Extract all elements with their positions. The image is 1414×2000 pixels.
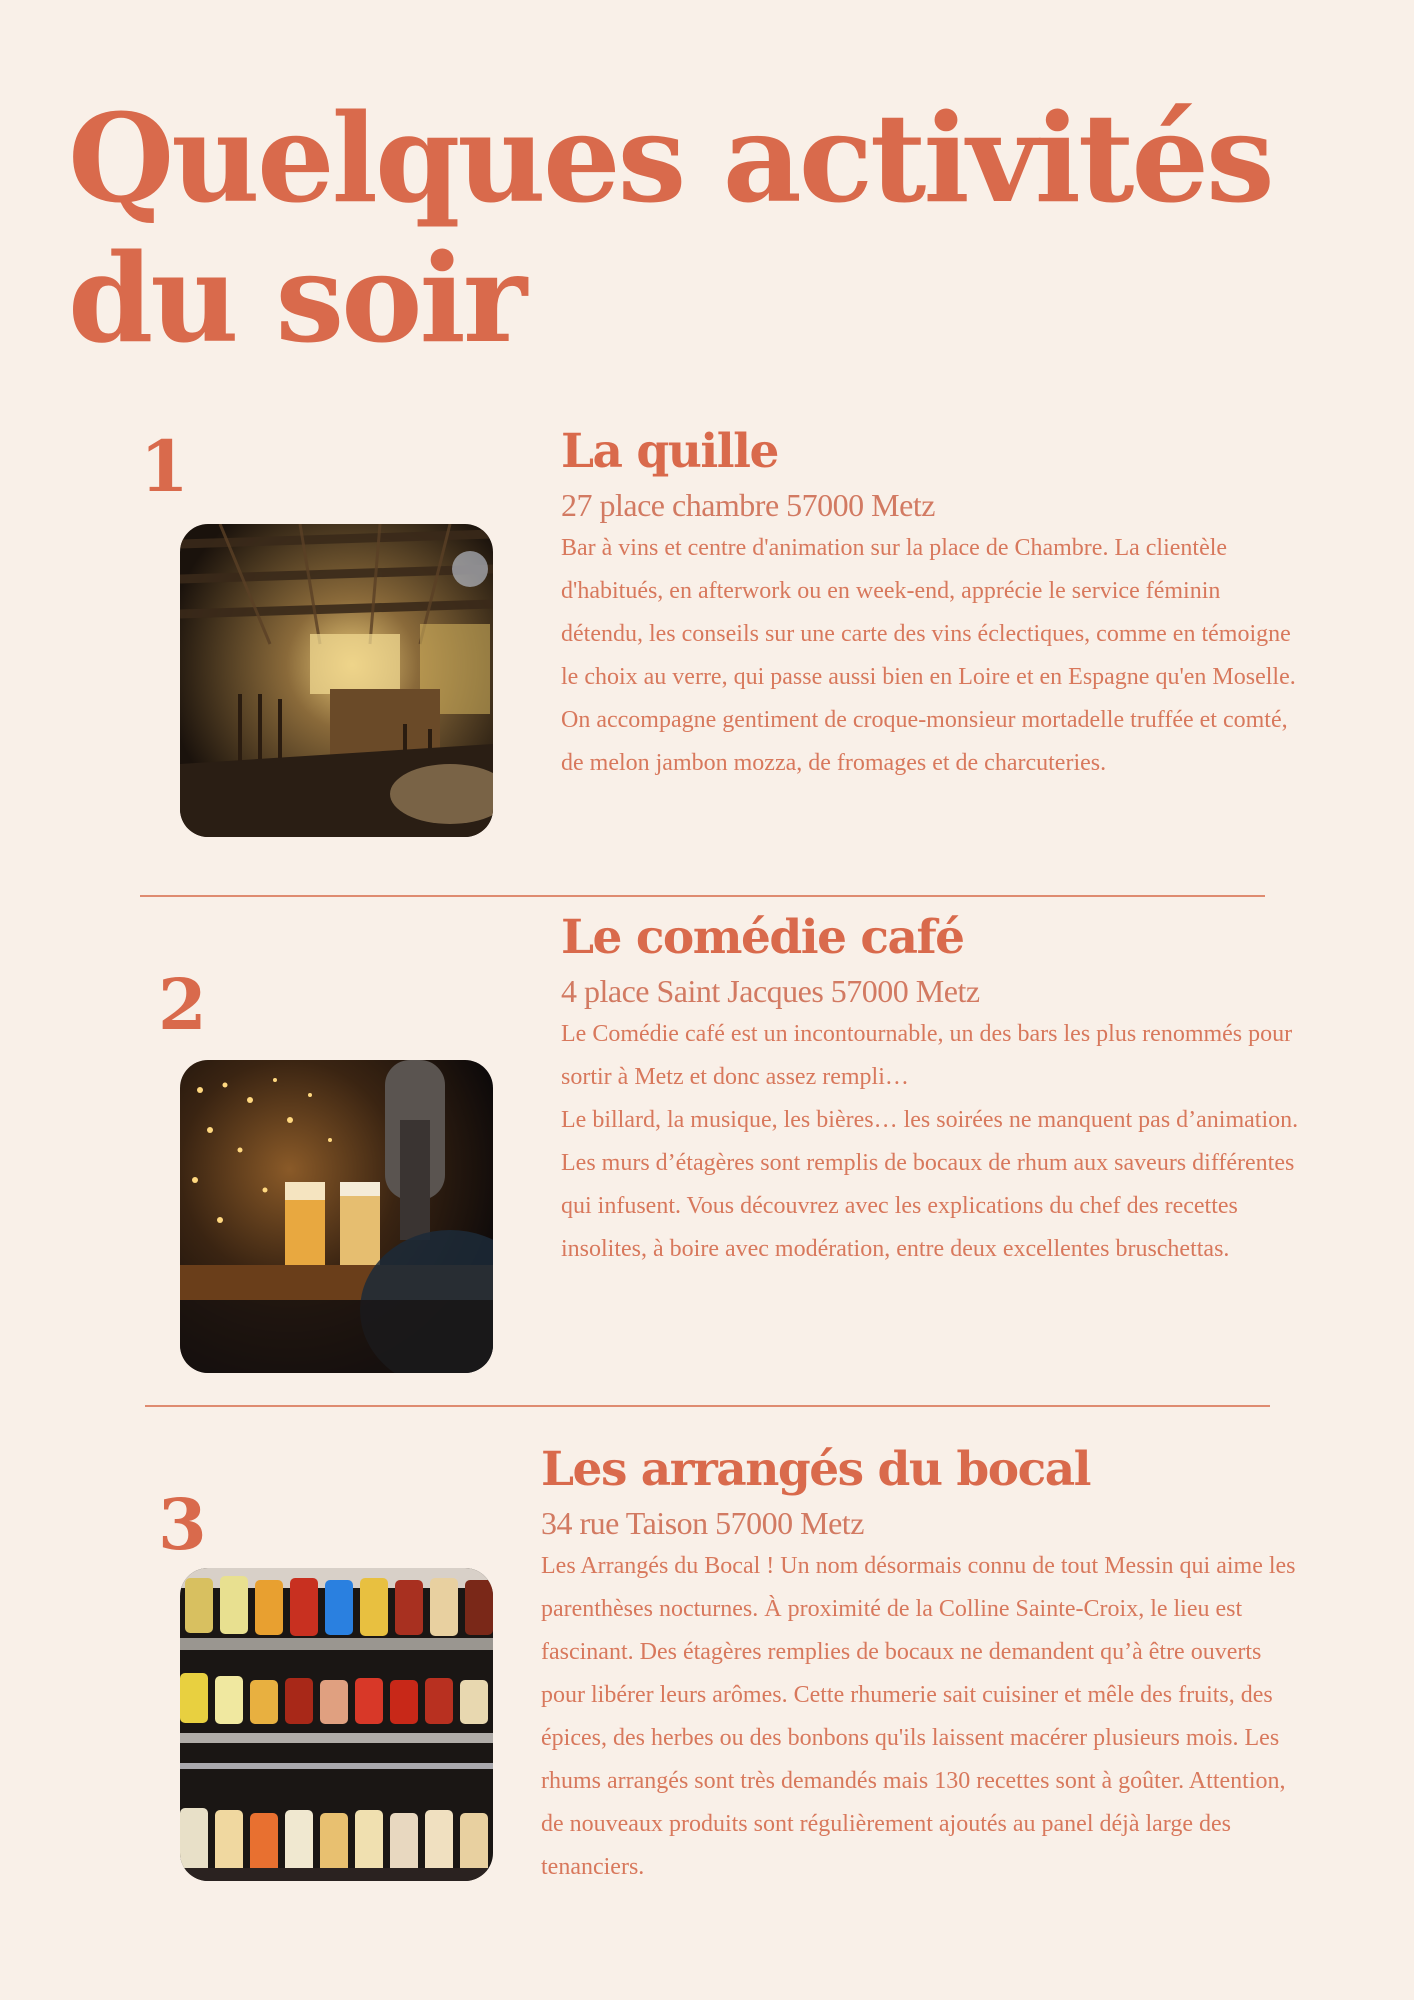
- divider: [145, 1405, 1270, 1407]
- entry-name-2: Le comédie café: [561, 910, 964, 965]
- entry-address-3: 34 rue Taison 57000 Metz: [541, 1505, 864, 1541]
- rum-jars-shelves-image: [180, 1568, 493, 1881]
- beer-glasses-bar-image: [180, 1060, 493, 1373]
- entry-3: [541, 1440, 1301, 1889]
- entry-2: [561, 908, 1301, 1271]
- entry-address-2: 4 place Saint Jacques 57000 Metz: [561, 973, 980, 1009]
- entry-1: [561, 422, 1301, 785]
- entry-description-1: [561, 527, 1301, 785]
- photo-le-comedie-cafe: [180, 1060, 493, 1373]
- entry-name-1: La quille: [561, 424, 778, 479]
- divider: [140, 895, 1265, 897]
- entry-address-1: 27 place chambre 57000 Metz: [561, 487, 935, 523]
- page-title-line-1: Quelques activités: [68, 86, 1272, 230]
- entry-description-paragraph: Les Arrangés du Bocal ! Un nom désormais connu de tout Messin qui aime les parenthèses nocturnes. À proximité de la Colline Sainte-Croix, le lieu est fascinant. Des étagères remplies de bocaux ne demandent qu’à être ouverts pour libérer leurs arômes. Cette rhumerie sait cuisiner et mêle des fruits, des épices, des herbes ou des bonbons qu'ils laissent macérer plusieurs mois. Les rhums arrangés sont très demandés mais 130 recettes sont à goûter. Attention, de nouveaux produits sont régulièrement ajoutés au panel déjà large des tenanciers.: [541, 1553, 1296, 1880]
- entry-description-3: [541, 1545, 1301, 1889]
- entry-description-paragraph: Bar à vins et centre d'animation sur la place de Chambre. La clientèle d'habitués, en afterwork ou en week-end, apprécie le service féminin détendu, les conseils sur une carte des vins éclectiques, comme en témoigne le choix au verre, qui passe aussi bien en Loire et en Espagne qu'en Moselle. On accompagne gentiment de croque-monsieur mortadelle truffée et comté, de melon jambon mozza, de fromages et de charcuteries.: [561, 535, 1296, 776]
- entry-description-paragraph: Les murs d’étagères sont remplis de bocaux de rhum aux saveurs différentes qui infusent. Vous découvrez avec les explications du chef des recettes insolites, à boire avec modération, entre deux excellentes bruschettas.: [561, 1150, 1295, 1262]
- entry-description-paragraph: Le billard, la musique, les bières… les soirées ne manquent pas d’animation.: [561, 1107, 1299, 1133]
- entry-number-2: 2: [158, 963, 207, 1046]
- entry-description-2: [561, 1013, 1301, 1271]
- entry-number-3: 3: [158, 1483, 207, 1566]
- photo-les-arranges-du-bocal: [180, 1568, 493, 1881]
- page-title: [68, 88, 1318, 368]
- wine-bar-interior-image: [180, 524, 493, 837]
- entry-name-3: Les arrangés du bocal: [541, 1442, 1091, 1497]
- entry-description-paragraph: Le Comédie café est un incontournable, un des bars les plus renommés pour sortir à Metz et donc assez rempli…: [561, 1021, 1293, 1090]
- entry-number-1: 1: [140, 425, 189, 508]
- photo-la-quille: [180, 524, 493, 837]
- page-title-line-2: du soir: [68, 226, 525, 370]
